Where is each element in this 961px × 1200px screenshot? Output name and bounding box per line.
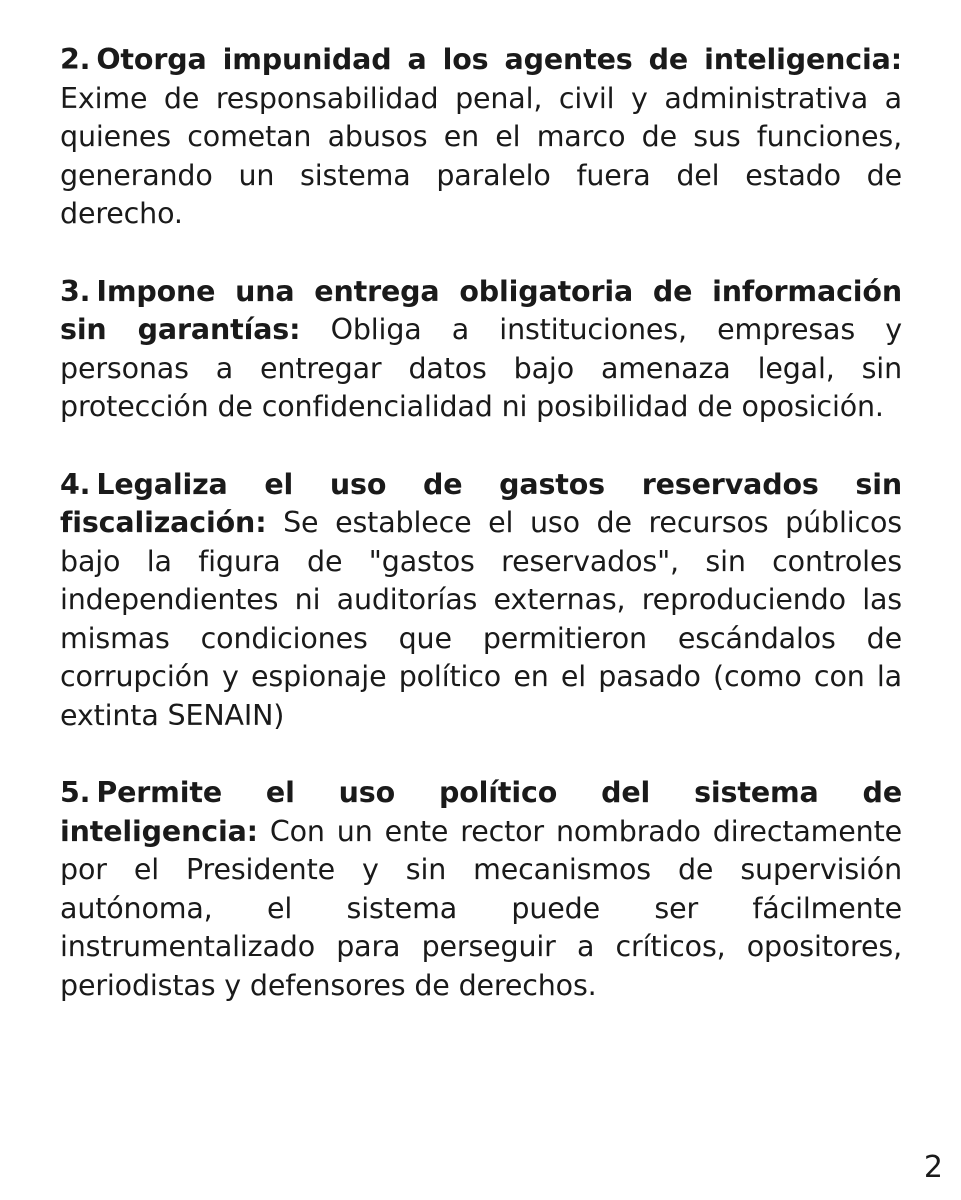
item-heading: Permite el uso político del sistema de inteligencia: — [60, 776, 902, 848]
list-item-5 — [60, 774, 902, 1005]
item-heading: Impone una entrega obligatoria de información sin garantías: — [60, 274, 902, 346]
item-number: 5. — [60, 776, 91, 809]
item-body: Exime de responsabilidad penal, civil y administrativa a quienes cometan abusos en el marco de sus funciones, generando un sistema paralelo fuera del estado de derecho. — [60, 81, 902, 230]
document-page — [60, 41, 902, 1044]
page-number: 2 — [923, 1150, 943, 1185]
item-body: Se establece el uso de recursos públicos bajo la figura de "gastos reservados", sin controles independientes ni auditorías externas, reproduciendo las mismas condiciones que permitieron escándalos de corrupción y espionaje político en el pasado (como con la extinta SENAIN) — [60, 506, 902, 732]
item-heading: Otorga impunidad a los agentes de inteligencia: — [96, 43, 902, 76]
item-number: 2. — [60, 43, 91, 76]
list-item-4 — [60, 466, 902, 736]
list-item-2 — [60, 41, 902, 234]
item-body: Con un ente rector nombrado directamente por el Presidente y sin mecanismos de supervisión autónoma, el sistema puede ser fácilmente instrumentalizado para perseguir a críticos, opositores, periodistas y defensores de derechos. — [60, 814, 902, 1002]
item-number: 4. — [60, 467, 91, 501]
item-number: 3. — [60, 274, 91, 308]
item-body: Obliga a instituciones, empresas y personas a entregar datos bajo amenaza legal, sin protección de confidencialidad ni posibilidad de oposición. — [60, 313, 902, 423]
item-heading: Legaliza el uso de gastos reservados sin fiscalización: — [60, 467, 902, 539]
list-item-3 — [60, 273, 902, 427]
